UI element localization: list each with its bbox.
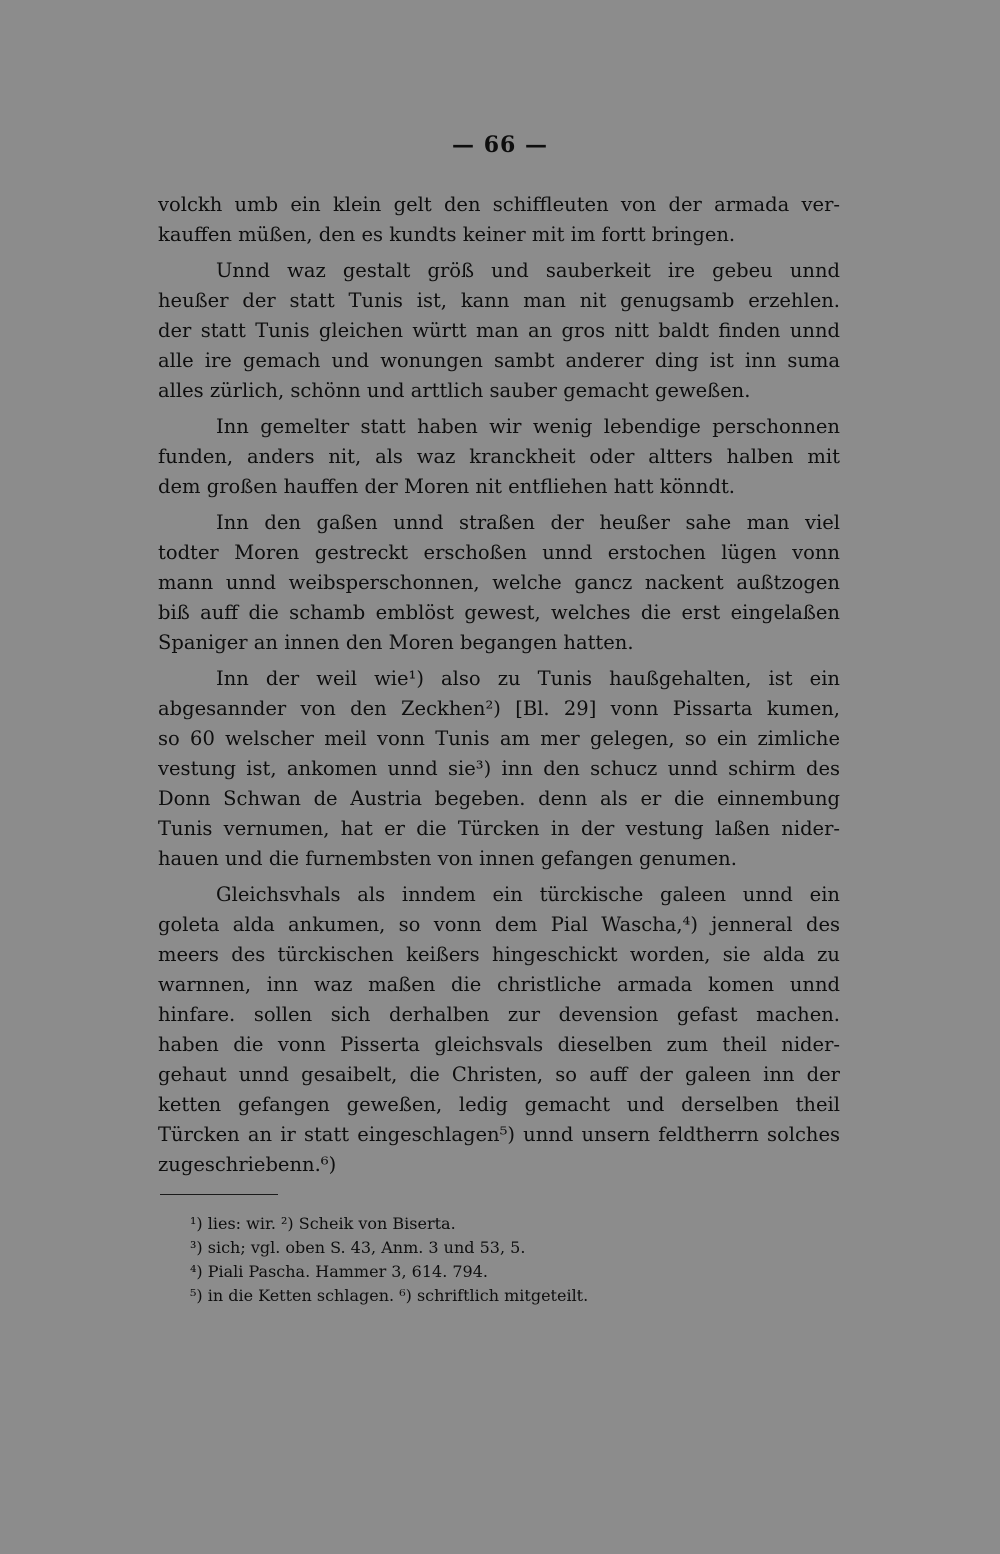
- text-line: todter Moren gestreckt erschoßen unnd erstochen lügen vonn: [158, 541, 840, 564]
- text-line: meers des türckischen keißers hingeschickt worden, sie alda zu: [158, 943, 840, 966]
- footnote-rule: [160, 1194, 278, 1195]
- text-line: biß auff die schamb emblöst gewest, welches die erst eingelaßen: [158, 601, 840, 624]
- paragraph: [158, 508, 840, 658]
- footnote-line: ⁴) Piali Pascha. Hammer 3, 614. 794.: [190, 1262, 488, 1281]
- text-line: der statt Tunis gleichen württ man an gros nitt baldt finden unnd: [158, 319, 840, 342]
- text-line: volckh umb ein klein gelt den schiffleuten von der armada ver-: [158, 193, 840, 216]
- text-line: Donn Schwan de Austria begeben. denn als er die einnembung: [158, 787, 840, 810]
- text-line: hauen und die furnembsten von innen gefangen genumen.: [158, 847, 737, 870]
- text-line: vestung ist, ankomen unnd sie³) inn den schucz unnd schirm des: [158, 757, 840, 780]
- text-line: goleta alda ankumen, so vonn dem Pial Wascha,⁴) jenneral des: [158, 913, 840, 936]
- text-line: Türcken an ir statt eingeschlagen⁵) unnd unsern feldtherrn solches: [158, 1123, 840, 1146]
- text-line: abgesannder von den Zeckhen²) [Bl. 29] vonn Pissarta kumen,: [158, 697, 840, 720]
- paragraph: [158, 880, 840, 1180]
- text-line: Inn den gaßen unnd straßen der heußer sahe man viel: [216, 511, 840, 534]
- text-line: Inn der weil wie¹) also zu Tunis haußgehalten, ist ein: [216, 667, 840, 690]
- text-line: alle ire gemach und wonungen sambt anderer ding ist inn suma: [158, 349, 840, 372]
- text-line: hinfare. sollen sich derhalben zur devension gefast machen.: [158, 1003, 840, 1026]
- footnote-line: ⁵) in die Ketten schlagen. ⁶) schriftlich mitgeteilt.: [190, 1286, 589, 1305]
- body-text: [158, 190, 840, 1180]
- footnotes: [190, 1212, 810, 1308]
- text-line: Tunis vernumen, hat er die Türcken in der vestung laßen nider-: [158, 817, 840, 840]
- text-line: Unnd waz gestalt größ und sauberkeit ire gebeu unnd: [216, 259, 840, 282]
- paragraph: [158, 190, 840, 250]
- paragraph: [158, 664, 840, 874]
- text-line: Gleichsvhals als inndem ein türckische galeen unnd ein: [216, 883, 840, 906]
- text-line: zugeschriebenn.⁶): [158, 1153, 337, 1176]
- paragraph: [158, 412, 840, 502]
- text-line: funden, anders nit, als waz kranckheit oder altters halben mit: [158, 445, 840, 468]
- text-line: heußer der statt Tunis ist, kann man nit genugsamb erzehlen.: [158, 289, 840, 312]
- text-line: haben die vonn Pisserta gleichsvals dieselben zum theil nider-: [158, 1033, 840, 1056]
- text-line: ketten gefangen geweßen, ledig gemacht und derselben theil: [158, 1093, 840, 1116]
- text-line: Spaniger an innen den Moren begangen hatten.: [158, 631, 634, 654]
- text-line: dem großen hauffen der Moren nit entfliehen hatt könndt.: [158, 475, 735, 498]
- footnote-line: ¹) lies: wir. ²) Scheik von Biserta.: [190, 1214, 456, 1233]
- text-line: gehaut unnd gesaibelt, die Christen, so auff der galeen inn der: [158, 1063, 840, 1086]
- page-number: — 66 —: [452, 132, 548, 158]
- text-line: mann unnd weibsperschonnen, welche gancz nackent außtzogen: [158, 571, 840, 594]
- text-line: so 60 welscher meil vonn Tunis am mer gelegen, so ein zimliche: [158, 727, 840, 750]
- text-line: alles zürlich, schönn und arttlich sauber gemacht geweßen.: [158, 379, 751, 402]
- paragraph: [158, 256, 840, 406]
- text-line: kauffen müßen, den es kundts keiner mit im fortt bringen.: [158, 223, 736, 246]
- footnote-line: ³) sich; vgl. oben S. 43, Anm. 3 und 53, 5.: [190, 1238, 526, 1257]
- text-line: Inn gemelter statt haben wir wenig lebendige perschonnen: [216, 415, 840, 438]
- text-line: warnnen, inn waz maßen die christliche armada komen unnd: [158, 973, 840, 996]
